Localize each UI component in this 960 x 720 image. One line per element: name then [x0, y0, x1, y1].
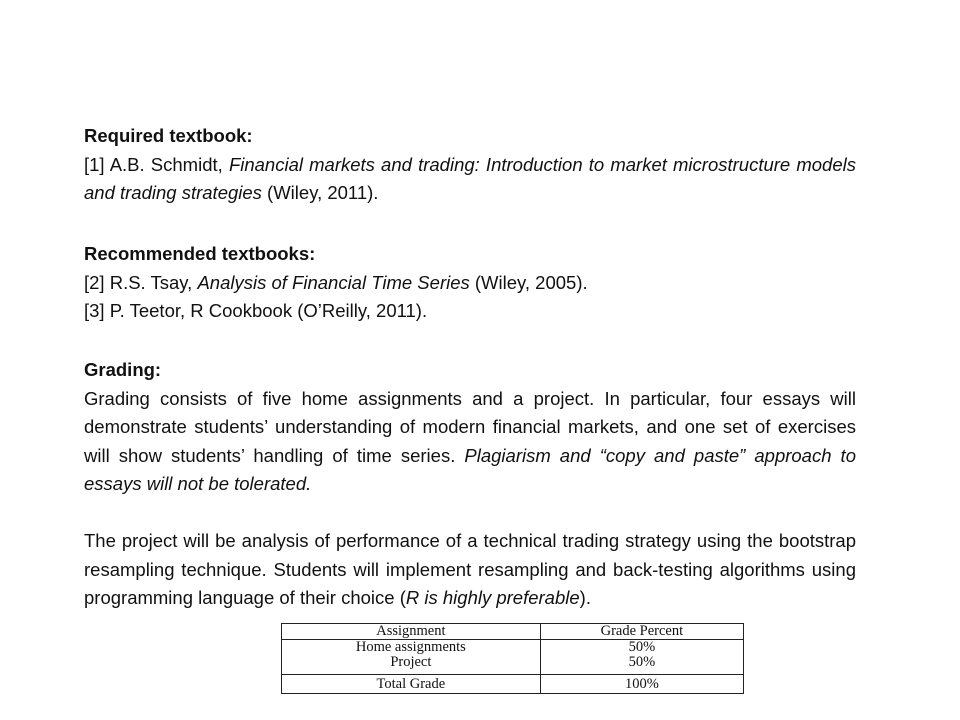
- reference-2-prefix: [2] R.S. Tsay,: [84, 271, 198, 293]
- required-textbook-reference: [84, 151, 856, 208]
- row-percent: 50%: [540, 640, 743, 656]
- table-row: [282, 640, 744, 656]
- grading-section: [84, 356, 856, 499]
- grading-text: Grading consists of five home assignments and a project. In particular, four essays will demonstrate students’ understanding of modern financial markets, and one set of exercises will show students’ handling of time series.: [84, 387, 856, 466]
- project-paragraph: [84, 527, 856, 613]
- grade-table-total: [282, 675, 744, 694]
- plagiarism-warning: Plagiarism and “copy and paste” approach to essays will not be tolerated.: [84, 444, 856, 494]
- recommended-reference-2: [84, 269, 856, 298]
- reference-1-prefix: [1] A.B. Schmidt,: [84, 153, 229, 175]
- recommended-textbooks-section: [84, 240, 856, 326]
- project-language-note: R is highly preferable: [405, 587, 580, 608]
- row-assignment: Home assignments: [282, 640, 541, 656]
- recommended-textbooks-heading: Recommended textbooks:: [84, 243, 316, 264]
- header-grade-percent: Grade Percent: [540, 624, 743, 640]
- grading-paragraph: [84, 385, 856, 499]
- required-textbook-heading: Required textbook:: [84, 125, 253, 146]
- project-section: [84, 527, 856, 613]
- required-textbook-section: [84, 122, 856, 208]
- project-text: The project will be analysis of performance of a technical trading strategy using the bootstrap resampling technique. Students will implement resampling and back-testing algorithms using programming language of their choice (: [84, 530, 856, 608]
- reference-2-suffix: (Wiley, 2005).: [469, 271, 588, 293]
- grading-heading: Grading:: [84, 359, 162, 380]
- total-percent: 100%: [540, 675, 743, 694]
- row-assignment: Project: [282, 655, 541, 670]
- reference-2-title: Analysis of Financial Time Series: [197, 271, 470, 293]
- table-row: [282, 655, 744, 670]
- recommended-reference-3: [3] P. Teetor, R Cookbook (O’Reilly, 2011).: [84, 300, 428, 321]
- grade-table-header: [282, 624, 744, 640]
- row-percent: 50%: [540, 655, 743, 670]
- reference-1-suffix: (Wiley, 2011).: [261, 182, 379, 203]
- header-assignment: Assignment: [282, 624, 541, 640]
- total-label: Total Grade: [282, 675, 541, 694]
- project-closing: ).: [579, 587, 591, 608]
- reference-1-title: Financial markets and trading: Introduction to market microstructure models and trading strategies: [84, 153, 856, 203]
- grade-table: [281, 623, 744, 694]
